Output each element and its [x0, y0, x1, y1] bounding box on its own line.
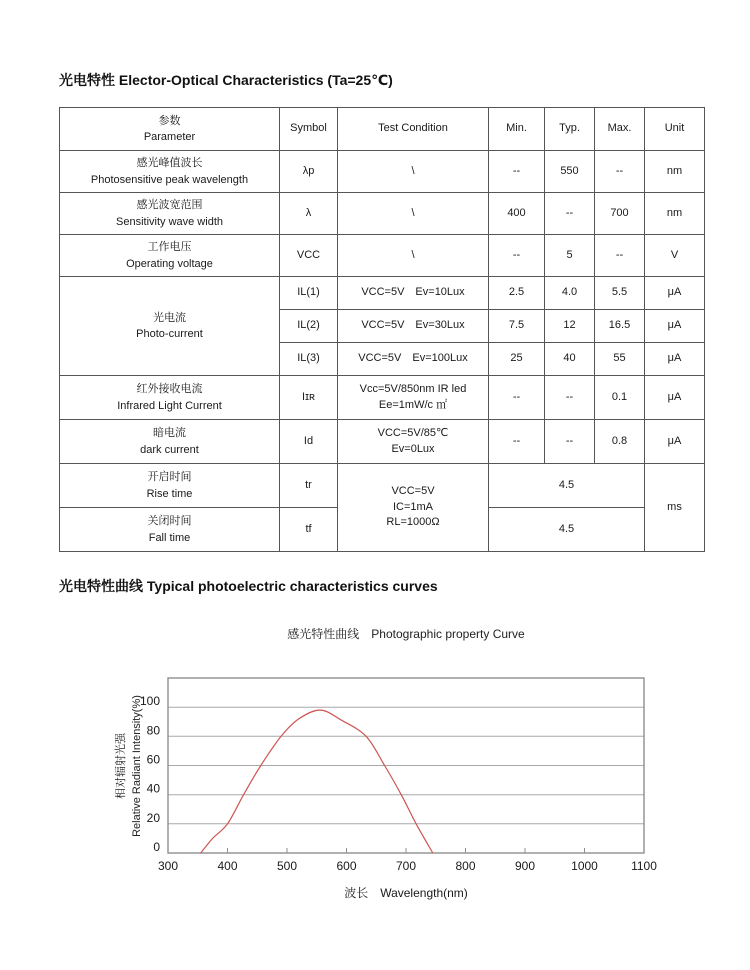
cell-condition: VCC=5V/85℃ Ev=0Lux [338, 420, 489, 464]
y-axis-label-en: Relative Radiant Intensity(%) [131, 695, 143, 837]
cell-symbol: Id [280, 420, 338, 464]
cell-max: 0.8 [595, 420, 645, 464]
header-parameter: 参数 Parameter [60, 108, 280, 151]
table-row [60, 464, 705, 508]
y-axis-label-zh: 相对辐射光强 [115, 733, 128, 799]
cell-min: 7.5 [489, 310, 545, 343]
cell-max: 700 [595, 193, 645, 235]
svg-text:400: 400 [217, 859, 238, 873]
cell-unit: μA [645, 420, 705, 464]
response-curve [201, 710, 433, 853]
cell-parameter-photocurrent: 光电流 Photo-current [60, 277, 280, 376]
cell-unit: nm [645, 193, 705, 235]
svg-text:波长 Wavelength(nm): 波长 Wavelength(nm) [344, 886, 468, 900]
cell-fall-time-value: 4.5 [489, 508, 645, 552]
cell-typ: 40 [545, 343, 595, 376]
table-row [60, 193, 705, 235]
cell-typ: 12 [545, 310, 595, 343]
cell-condition: VCC=5V Ev=100Lux [338, 343, 489, 376]
cell-symbol: tr [280, 464, 338, 508]
cell-typ: 550 [545, 151, 595, 193]
svg-text:60: 60 [146, 752, 160, 767]
svg-text:0: 0 [153, 840, 160, 854]
table-row [60, 151, 705, 193]
cell-condition: \ [338, 193, 489, 235]
cell-parameter: 关闭时间 Fall time [60, 508, 280, 552]
cell-symbol: Iɪʀ [280, 376, 338, 420]
table-row [60, 277, 705, 310]
cell-condition: \ [338, 235, 489, 277]
header-max: Max. [595, 108, 645, 151]
cell-unit: μA [645, 277, 705, 310]
table-row [60, 235, 705, 277]
cell-min: -- [489, 420, 545, 464]
cell-symbol: tf [280, 508, 338, 552]
header-min: Min. [489, 108, 545, 151]
cell-unit-time: ms [645, 464, 705, 552]
cell-max: 5.5 [595, 277, 645, 310]
header-condition: Test Condition [338, 108, 489, 151]
cell-symbol: IL(1) [280, 277, 338, 310]
cell-condition: \ [338, 151, 489, 193]
cell-condition: VCC=5V Ev=30Lux [338, 310, 489, 343]
cell-typ: -- [545, 193, 595, 235]
svg-text:600: 600 [336, 859, 357, 873]
cell-max: 0.1 [595, 376, 645, 420]
cell-max: 55 [595, 343, 645, 376]
cell-unit: nm [645, 151, 705, 193]
cell-min: -- [489, 235, 545, 277]
spectral-response-chart [60, 658, 660, 903]
cell-unit: V [645, 235, 705, 277]
table-row [60, 376, 705, 420]
cell-condition: VCC=5V Ev=10Lux [338, 277, 489, 310]
svg-text:1100: 1100 [631, 859, 657, 873]
svg-text:80: 80 [146, 723, 160, 738]
table-row [60, 420, 705, 464]
cell-min: 2.5 [489, 277, 545, 310]
section-title-curves: 光电特性曲线 Typical photoelectric characteristics curves [59, 578, 438, 594]
cell-unit: μA [645, 343, 705, 376]
cell-max: 16.5 [595, 310, 645, 343]
cell-typ: 4.0 [545, 277, 595, 310]
chart-title: 感光特性曲线 Photographic property Curve [287, 627, 525, 641]
svg-text:500: 500 [276, 859, 298, 873]
svg-text:20: 20 [146, 810, 160, 825]
cell-min: 400 [489, 193, 545, 235]
table-header-row [60, 108, 705, 151]
cell-typ: -- [545, 420, 595, 464]
cell-parameter: 红外接收电流 Infrared Light Current [60, 376, 280, 420]
cell-symbol: λ [280, 193, 338, 235]
header-symbol: Symbol [280, 108, 338, 151]
cell-symbol: VCC [280, 235, 338, 277]
cell-symbol: λp [280, 151, 338, 193]
header-typ: Typ. [545, 108, 595, 151]
header-unit: Unit [645, 108, 705, 151]
cell-unit: μA [645, 376, 705, 420]
svg-text:40: 40 [146, 781, 160, 796]
cell-parameter: 工作电压 Operating voltage [60, 235, 280, 277]
cell-min: 25 [489, 343, 545, 376]
svg-text:1000: 1000 [571, 859, 598, 873]
cell-max: -- [595, 151, 645, 193]
cell-parameter: 感光波宽范围 Sensitivity wave width [60, 193, 280, 235]
cell-max: -- [595, 235, 645, 277]
cell-unit: μA [645, 310, 705, 343]
svg-text:100: 100 [139, 694, 160, 709]
cell-rise-time-value: 4.5 [489, 464, 645, 508]
cell-condition-switching: VCC=5V IC=1mA RL=1000Ω [338, 464, 489, 552]
section-title-electro-optical: 光电特性 Elector-Optical Characteristics (Ta=25℃) [59, 72, 393, 88]
cell-condition: Vcc=5V/850nm IR led Ee=1mW/c ㎡ [338, 376, 489, 420]
cell-parameter: 感光峰值波长 Photosensitive peak wavelength [60, 151, 280, 193]
svg-text:700: 700 [395, 859, 417, 873]
cell-parameter: 暗电流 dark current [60, 420, 280, 464]
cell-typ: -- [545, 376, 595, 420]
cell-min: -- [489, 376, 545, 420]
cell-parameter: 开启时间 Rise time [60, 464, 280, 508]
electro-optical-characteristics-table [59, 107, 705, 552]
svg-text:300: 300 [157, 859, 179, 873]
cell-typ: 5 [545, 235, 595, 277]
cell-symbol: IL(2) [280, 310, 338, 343]
svg-text:800: 800 [455, 859, 476, 873]
cell-min: -- [489, 151, 545, 193]
svg-text:900: 900 [514, 859, 536, 873]
cell-symbol: IL(3) [280, 343, 338, 376]
